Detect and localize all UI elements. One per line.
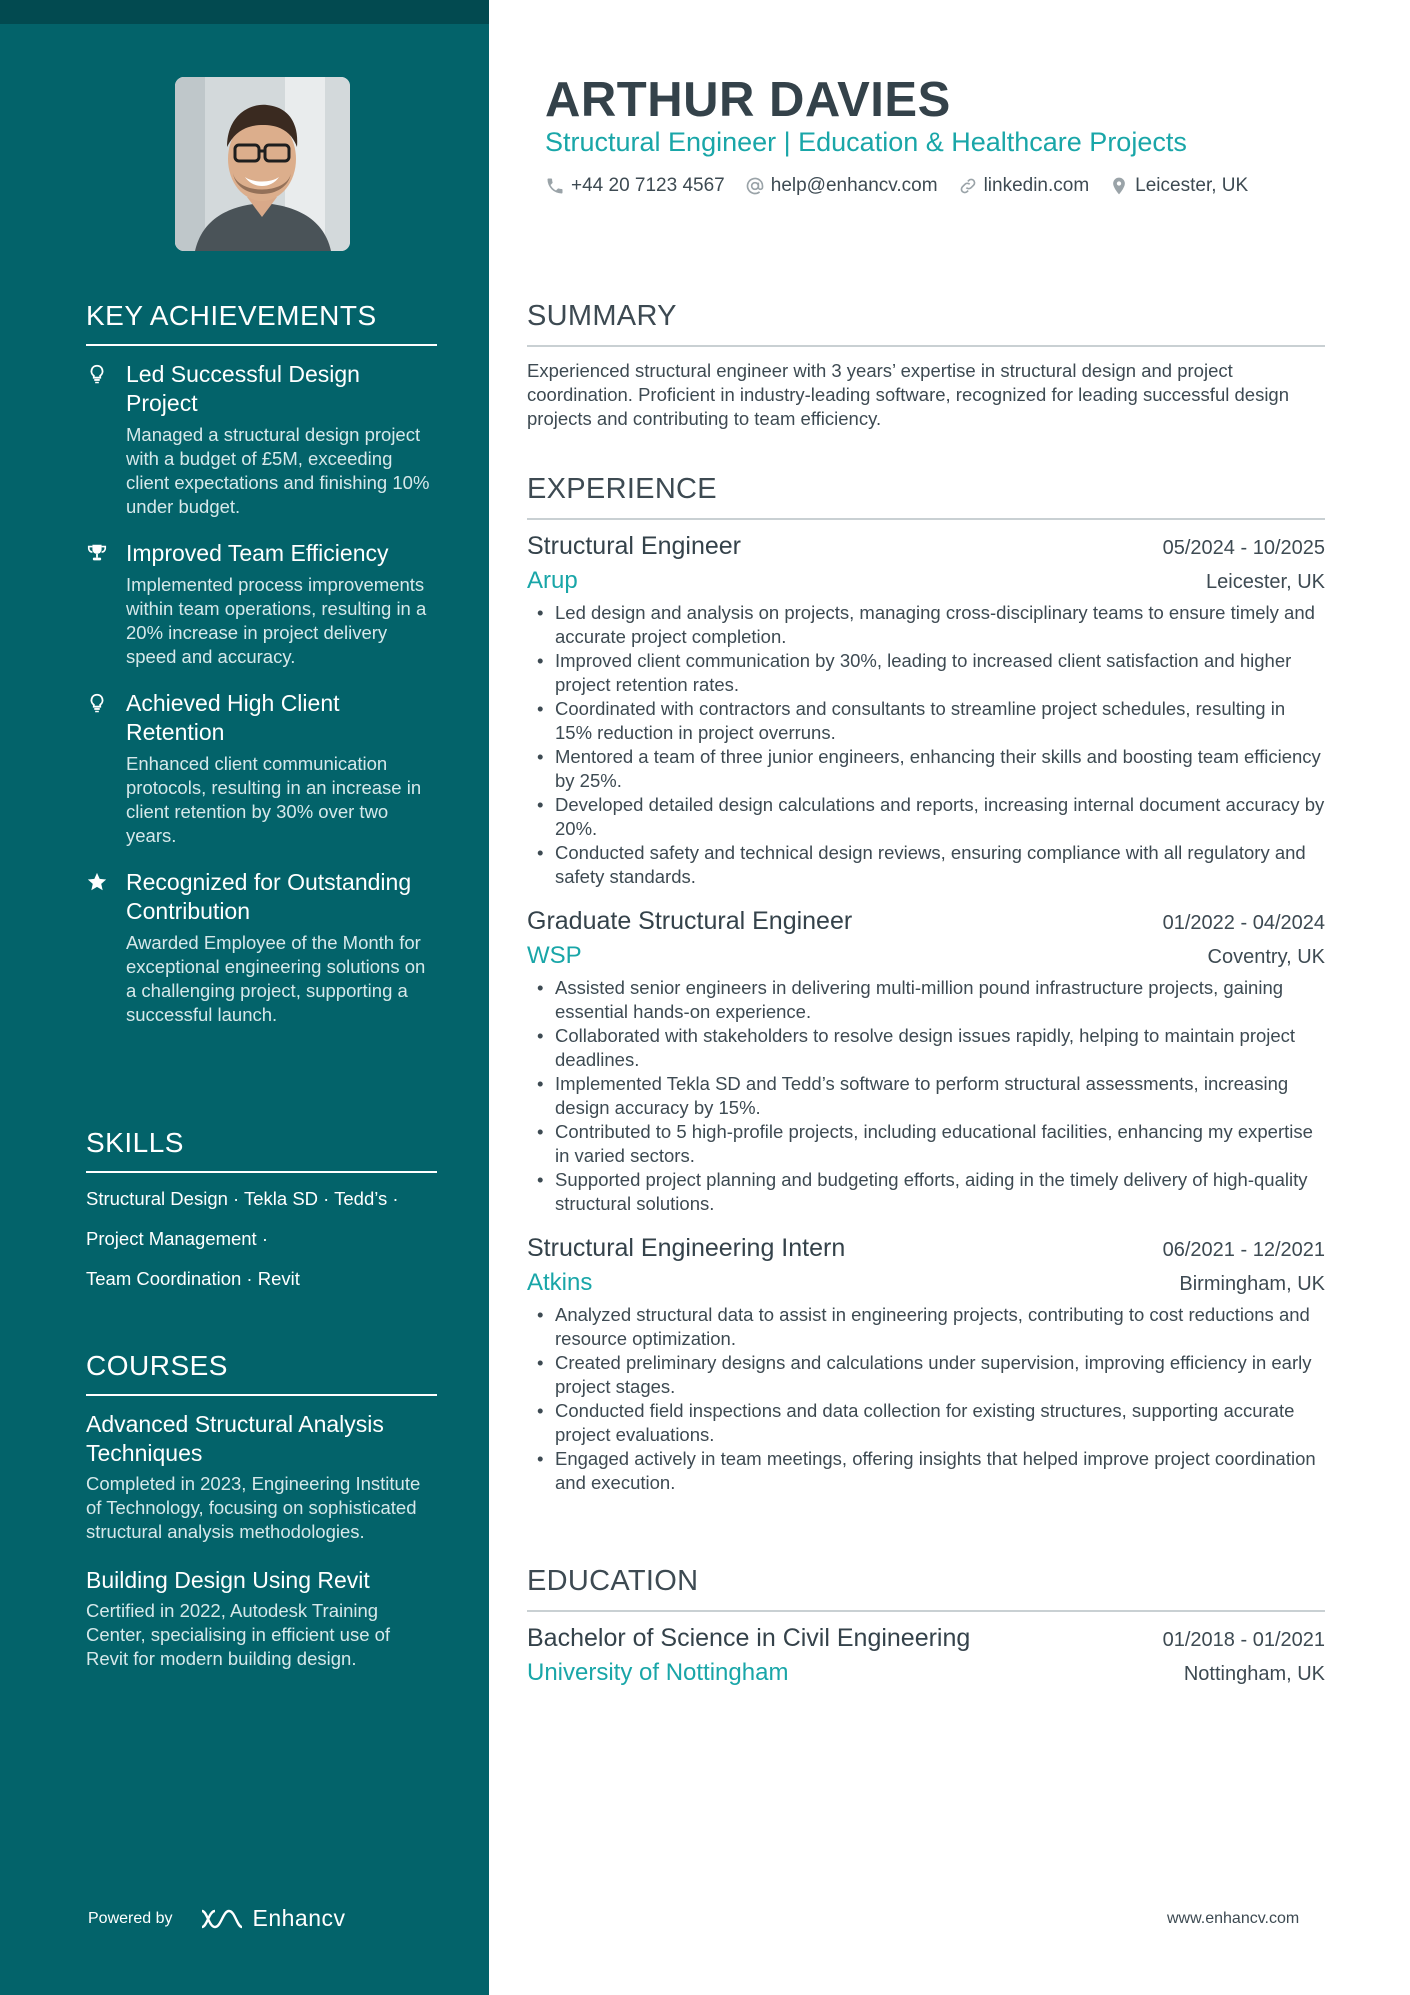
summary-text: Experienced structural engineer with 3 years’ expertise in structural design and project coordination. Proficient in industry-leading software, recognized for leading successful design projects and contributing to team efficiency. [527,360,1290,429]
job-bullet: • Implemented Tekla SD and Tedd’s software to perform structural assessments, increasing design accuracy by 15%. [527,1072,1325,1120]
achievement-title: Achieved High Client Retention [126,690,340,745]
contact-location [1109,175,1248,197]
job-bullet: • Conducted safety and technical design reviews, ensuring compliance with all regulatory and safety standards. [527,841,1325,889]
education-section [527,1565,1325,1687]
achievement-item [86,360,437,519]
candidate-title: Structural Engineer | Education & Healthcare Projects [545,127,1187,157]
achievement-description: Enhanced client communication protocols, resulting in an increase in client retention by 30% over two years. [126,753,422,846]
education-location: Nottingham, UK [1183,1663,1325,1685]
key-achievements-heading: KEY ACHIEVEMENTS [86,300,437,346]
trophy-icon [86,542,108,564]
job-bullet: • Contributed to 5 high-profile projects, including educational facilities, enhancing my expertise in varied sectors. [527,1120,1325,1168]
achievement-title: Led Successful Design Project [126,361,360,416]
key-achievements-section [86,300,437,1047]
job-bullet: • Collaborated with stakeholders to resolve design issues rapidly, helping to maintain project deadlines. [527,1024,1325,1072]
education-dates: 01/2018 - 01/2021 [1162,1629,1325,1651]
phone-text: +44 20 7123 4567 [571,175,725,196]
email-text: help@enhancv.com [770,175,938,196]
location-pin-icon [1109,176,1129,196]
summary-section [527,300,1325,431]
job-bullet: • Improved client communication by 30%, leading to increased client satisfaction and higher project retention rates. [527,649,1325,697]
profile-photo [175,77,350,251]
candidate-name: ARTHUR DAVIES [545,73,951,127]
profile-photo-illustration [175,77,350,251]
skills-line: Structural Design · Tekla SD · Tedd’s · [86,1188,399,1209]
job-entry [527,1234,1325,1495]
course-title: Building Design Using Revit [86,1567,370,1593]
job-bullet: • Analyzed structural data to assist in engineering projects, contributing to cost reductions and resource optimization. [527,1303,1325,1351]
achievement-description: Implemented process improvements within team operations, resulting in a 20% increase in project delivery speed and accuracy. [126,574,427,667]
job-bullet: • Coordinated with contractors and consultants to streamline project schedules, resulting in 15% reduction in project overruns. [527,697,1325,745]
job-location: Leicester, UK [1206,571,1325,593]
courses-section [86,1350,437,1693]
job-title: Graduate Structural Engineer [527,907,853,935]
course-item [86,1410,437,1544]
achievement-title: Recognized for Outstanding Contribution [126,869,412,924]
experience-heading: EXPERIENCE [527,473,1325,520]
achievement-title: Improved Team Efficiency [126,540,389,566]
degree-title: Bachelor of Science in Civil Engineering [527,1624,971,1652]
achievement-description: Awarded Employee of the Month for exceptional engineering solutions on a challenging project, supporting a successful launch. [126,932,426,1025]
powered-by [88,1905,346,1932]
job-entry [527,532,1325,889]
job-bullet: • Created preliminary designs and calculations under supervision, improving efficiency in early project stages. [527,1351,1325,1399]
enhancv-brand-name: Enhancv [252,1905,346,1931]
job-bullet: • Mentored a team of three junior engineers, enhancing their skills and boosting team efficiency by 25%. [527,745,1325,793]
skills-line: Team Coordination · Revit [86,1268,300,1289]
contact-row [545,175,1268,197]
skills-heading: SKILLS [86,1127,437,1173]
achievement-item [86,868,437,1027]
contact-email[interactable] [745,175,938,197]
job-dates: 06/2021 - 12/2021 [1162,1239,1325,1261]
contact-linkedin[interactable] [958,175,1090,197]
location-text: Leicester, UK [1135,175,1249,196]
footer-website[interactable]: www.enhancv.com [1167,1910,1300,1927]
course-item [86,1566,437,1671]
school-name: University of Nottingham [527,1659,789,1686]
experience-section [527,473,1325,1513]
lightbulb-icon [86,363,108,385]
achievement-item [86,539,437,669]
job-dates: 01/2022 - 04/2024 [1162,912,1325,934]
job-dates: 05/2024 - 10/2025 [1162,537,1325,559]
job-bullet: • Engaged actively in team meetings, offering insights that helped improve project coordination and execution. [527,1447,1325,1495]
job-entry [527,907,1325,1216]
sidebar-top-bar [0,0,489,24]
education-heading: EDUCATION [527,1565,1325,1612]
job-bullet: • Conducted field inspections and data collection for existing structures, supporting accurate project evaluations. [527,1399,1325,1447]
link-icon [958,176,978,196]
lightbulb-icon [86,692,108,714]
courses-heading: COURSES [86,1350,437,1396]
job-bullets [527,601,1325,889]
course-title: Advanced Structural Analysis Techniques [86,1411,384,1466]
linkedin-text: linkedin.com [983,175,1090,196]
job-bullets [527,976,1325,1216]
enhancv-logo-icon [199,1907,245,1931]
skills-line: Project Management · [86,1228,269,1249]
course-description: Certified in 2022, Autodesk Training Center, specialising in efficient use of Revit for modern building design. [86,1600,391,1669]
job-location: Birmingham, UK [1179,1273,1325,1295]
job-location: Coventry, UK [1207,946,1325,968]
job-title: Structural Engineering Intern [527,1234,846,1262]
achievement-description: Managed a structural design project with a budget of £5M, exceeding client expectations and finishing 10% under budget. [126,424,430,517]
star-icon [86,871,108,893]
job-bullet: • Led design and analysis on projects, managing cross-disciplinary teams to ensure timely and accurate project completion. [527,601,1325,649]
job-bullet: • Supported project planning and budgeting efforts, aiding in the timely delivery of high-quality structural solutions. [527,1168,1325,1216]
skills-section [86,1127,437,1307]
phone-icon [545,176,565,196]
course-description: Completed in 2023, Engineering Institute of Technology, focusing on sophisticated structural analysis methodologies. [86,1473,421,1542]
company-name: Atkins [527,1269,593,1296]
contact-phone[interactable] [545,175,725,197]
summary-heading: SUMMARY [527,300,1325,347]
job-title: Structural Engineer [527,532,742,560]
job-bullet: • Developed detailed design calculations and reports, increasing internal document accuracy by 20%. [527,793,1325,841]
job-bullet: • Assisted senior engineers in delivering multi-million pound infrastructure projects, gaining essential hands-on experience. [527,976,1325,1024]
company-name: WSP [527,942,582,969]
achievement-item [86,689,437,848]
company-name: Arup [527,567,578,594]
powered-by-label: Powered by [88,1909,173,1927]
at-sign-icon [745,176,765,196]
sidebar [0,0,489,1995]
job-bullets [527,1303,1325,1495]
